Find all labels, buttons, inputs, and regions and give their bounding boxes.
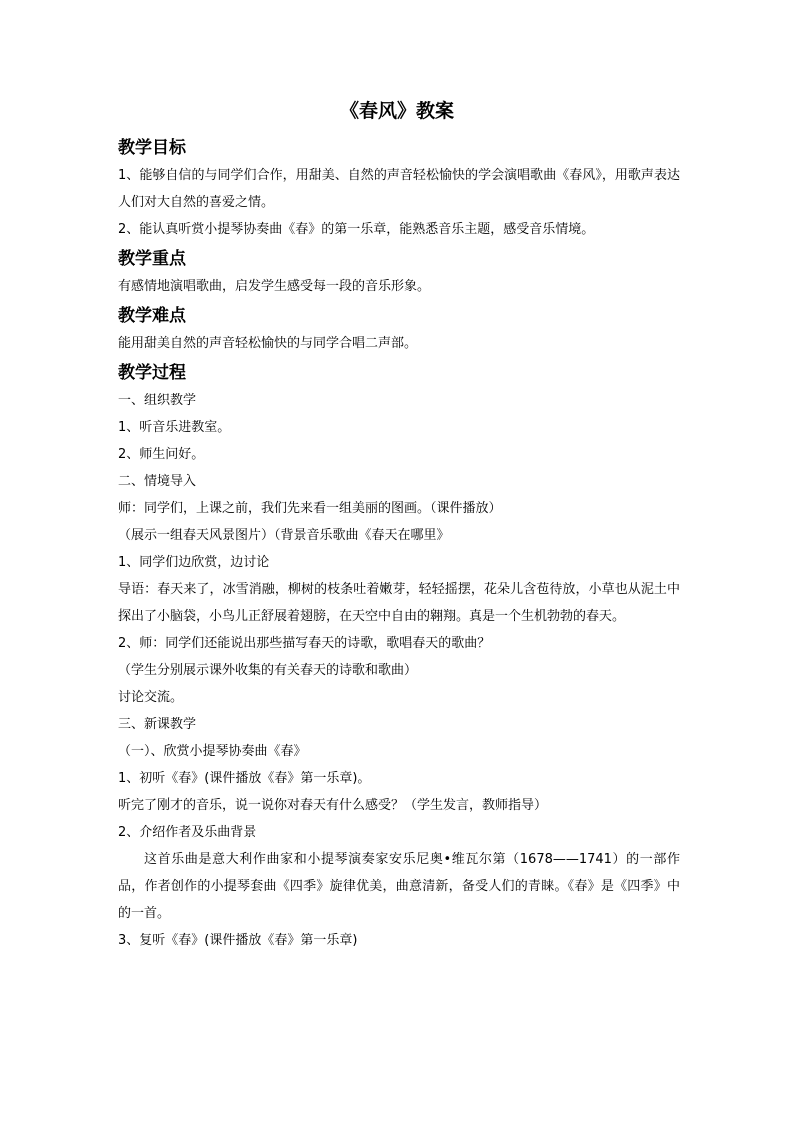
document-title: 《春风》教案 [339,100,454,122]
process-line: 三、新课教学 [118,717,197,732]
process-line: 1、同学们边欣赏，边讨论 [118,555,270,570]
process-line: （展示一组春天风景图片）（背景音乐歌曲《春天在哪里》 [118,528,450,543]
heading-process: 教学过程 [118,363,186,383]
process-line: 2、师：同学们还能说出那些描写春天的诗歌，歌唱春天的歌曲？ [118,636,491,651]
process-line: （一）、欣赏小提琴协奏曲《春》 [118,744,307,759]
section-process [118,357,680,954]
process-line: 导语：春天来了，冰雪消融，柳树的枝条吐着嫩芽，轻轻摇摆，花朵儿含苞待放，小草也从泥土中探出了小脑袋，小鸟儿正舒展着翅膀，在天空中自由的翱翔。真是一个生机勃勃的春天。 [118,582,680,624]
section-difficulties [118,300,680,357]
section-key-points [118,243,680,300]
key-points-text: 有感情地演唱歌曲，启发学生感受每一段的音乐形象。 [118,279,431,294]
difficulties-text: 能用甜美自然的声音轻松愉快的与同学合唱二声部。 [118,336,418,351]
process-line: 2、介绍作者及乐曲背景 [118,825,257,840]
process-line: 1、听音乐进教室。 [118,420,231,435]
heading-key-points: 教学重点 [118,249,186,269]
heading-objectives: 教学目标 [118,138,186,158]
objective-item-2: 2、能认真听赏小提琴协奏曲《春》的第一乐章，能熟悉音乐主题，感受音乐情境。 [118,222,595,237]
process-line: 讨论交流。 [118,690,184,705]
process-line: 3、复听《春》(课件播放《春》第一乐章) [118,933,358,948]
process-line: 一、组织教学 [118,393,197,408]
process-line: 听完了刚才的音乐，说一说你对春天有什么感受？（学生发言，教师指导） [118,798,548,813]
process-line: 二、情境导入 [118,474,197,489]
objective-item-1: 1、能够自信的与同学们合作，用甜美、自然的声音轻松愉快的学会演唱歌曲《春风》，用歌声表达人们对大自然的喜爱之情。 [118,168,680,210]
process-line: 2、师生问好。 [118,447,205,462]
document-body [118,136,680,954]
process-line: 师：同学们，上课之前，我们先来看一组美丽的图画。（课件播放） [118,501,502,516]
section-objectives [118,136,680,243]
process-line: （学生分别展示课外收集的有关春天的诗歌和歌曲） [118,663,418,678]
heading-difficulties: 教学难点 [118,306,186,326]
process-line: 1、初听《春》(课件播放《春》第一乐章)。 [118,771,371,786]
process-line: 这首乐曲是意大利作曲家和小提琴演奏家安乐尼奥•维瓦尔第（1678——1741）的一部作品，作者创作的小提琴套曲《四季》旋律优美，曲意清新，备受人们的青睐。《春》是《四季》中的一首。 [118,852,680,921]
